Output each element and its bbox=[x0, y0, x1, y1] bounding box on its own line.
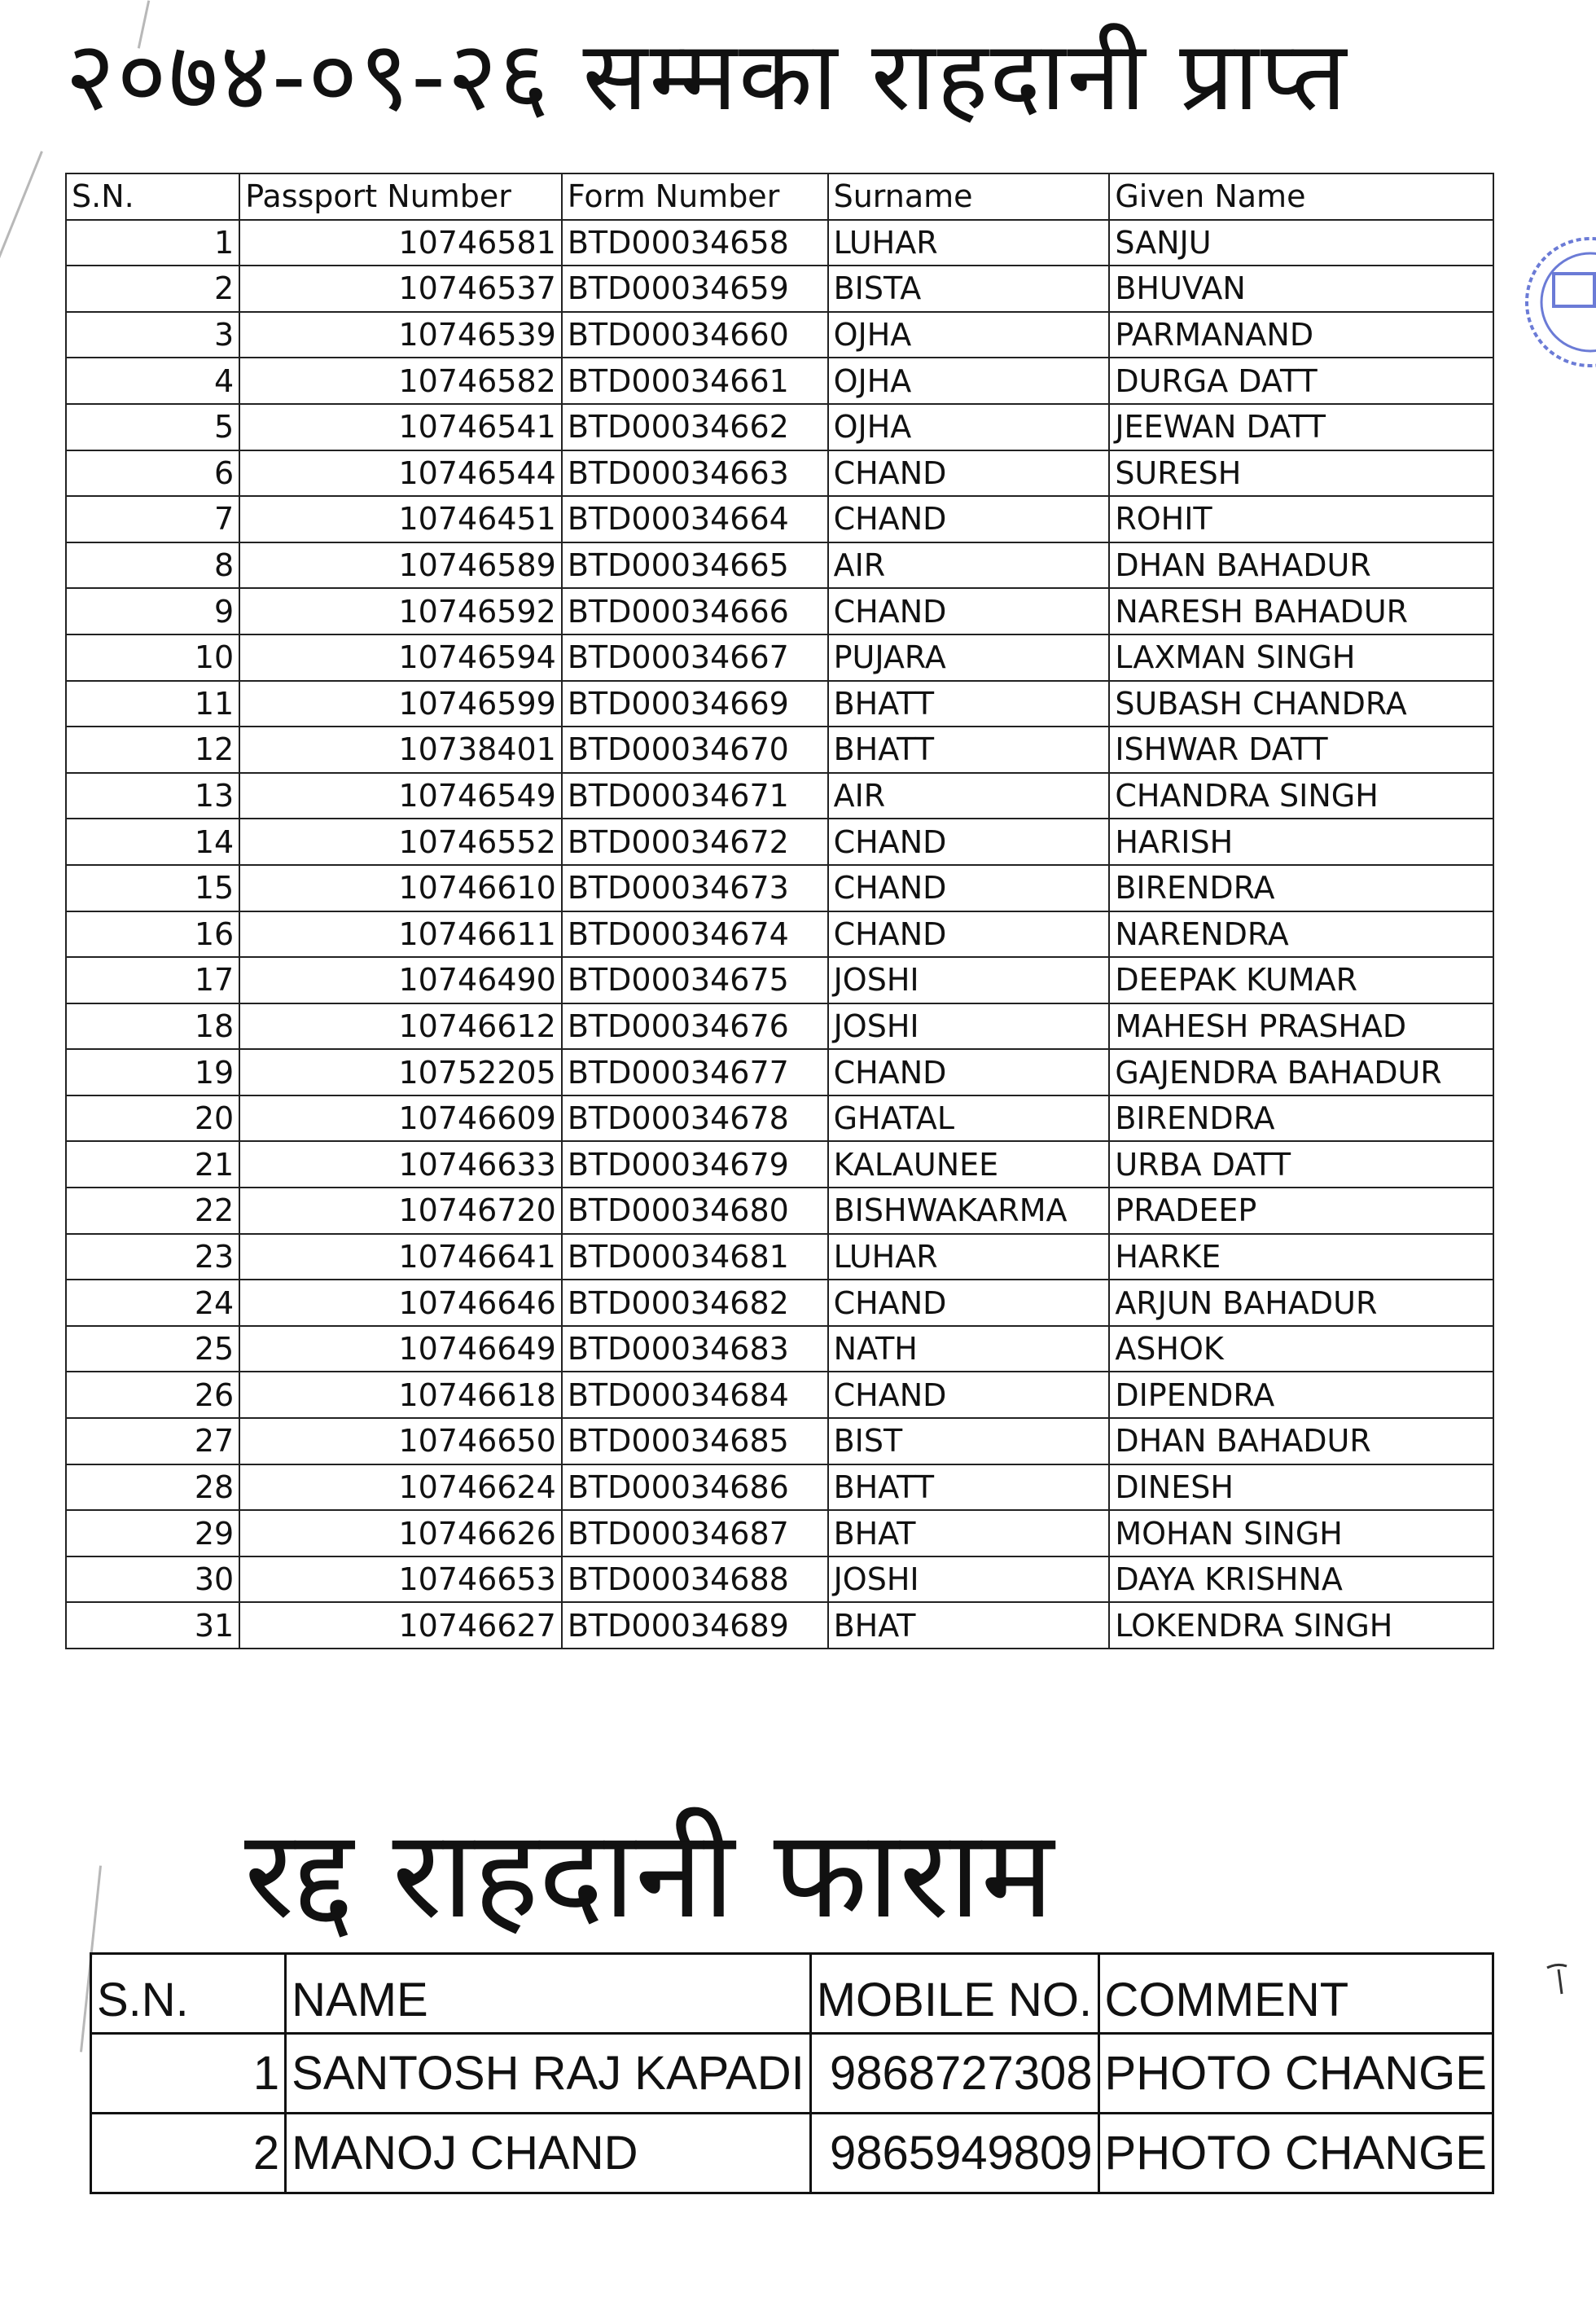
table-row bbox=[66, 1141, 1493, 1188]
table-cell: OJHA bbox=[828, 404, 1110, 450]
table-cell: PUJARA bbox=[828, 634, 1110, 681]
table-cell: BHATT bbox=[828, 681, 1110, 727]
table-row bbox=[66, 1556, 1493, 1603]
column-header: NAME bbox=[286, 1954, 811, 2034]
table-cell: NATH bbox=[828, 1326, 1110, 1372]
table-cell: DHAN BAHADUR bbox=[1109, 542, 1493, 589]
table-cell: BTD00034681 bbox=[562, 1234, 828, 1280]
table-row bbox=[66, 266, 1493, 312]
table-row bbox=[66, 911, 1493, 958]
table-cell: 10 bbox=[66, 634, 239, 681]
table-cell: CHAND bbox=[828, 911, 1110, 958]
table-cell: ASHOK bbox=[1109, 1326, 1493, 1372]
table-row bbox=[91, 2114, 1493, 2193]
table-cell: 10746641 bbox=[239, 1234, 562, 1280]
table-cell: 24 bbox=[66, 1280, 239, 1326]
table-cell: BTD00034673 bbox=[562, 865, 828, 911]
table-cell: 10746720 bbox=[239, 1188, 562, 1234]
table-cell: 9868727308 bbox=[810, 2034, 1098, 2114]
table-cell: 4 bbox=[66, 358, 239, 404]
table-cell: NARESH BAHADUR bbox=[1109, 588, 1493, 634]
column-header: S.N. bbox=[91, 1954, 286, 2034]
table-cell: 2 bbox=[91, 2114, 286, 2193]
table-cell: BHAT bbox=[828, 1602, 1110, 1649]
table-cell: OJHA bbox=[828, 358, 1110, 404]
table-cell: BTD00034677 bbox=[562, 1049, 828, 1095]
table-cell: SURESH bbox=[1109, 450, 1493, 497]
table-cell: 17 bbox=[66, 957, 239, 1003]
table-cell: BTD00034664 bbox=[562, 496, 828, 542]
office-stamp bbox=[1497, 225, 1596, 388]
column-header: Given Name bbox=[1109, 173, 1493, 220]
table-cell: JOSHI bbox=[828, 957, 1110, 1003]
table-cell: 10746582 bbox=[239, 358, 562, 404]
table-cell: 9 bbox=[66, 588, 239, 634]
table-cell: BTD00034662 bbox=[562, 404, 828, 450]
passport-table bbox=[65, 173, 1494, 1649]
table-cell: 10746633 bbox=[239, 1141, 562, 1188]
table-cell: JEEWAN DATT bbox=[1109, 404, 1493, 450]
table-cell: 19 bbox=[66, 1049, 239, 1095]
table-cell: DEEPAK KUMAR bbox=[1109, 957, 1493, 1003]
table-cell: BTD00034676 bbox=[562, 1003, 828, 1050]
table-cell: ISHWAR DATT bbox=[1109, 727, 1493, 773]
table-cell: 10746490 bbox=[239, 957, 562, 1003]
table-row bbox=[66, 1464, 1493, 1511]
table-cell: BISHWAKARMA bbox=[828, 1188, 1110, 1234]
table-cell: CHAND bbox=[828, 1280, 1110, 1326]
table-cell: BTD00034667 bbox=[562, 634, 828, 681]
table-cell: BTD00034663 bbox=[562, 450, 828, 497]
table-row bbox=[66, 358, 1493, 404]
table-cell: 22 bbox=[66, 1188, 239, 1234]
table-cell: SANJU bbox=[1109, 220, 1493, 266]
table-cell: 10746592 bbox=[239, 588, 562, 634]
table-row bbox=[66, 542, 1493, 589]
table-cell: CHAND bbox=[828, 496, 1110, 542]
table-cell: MOHAN SINGH bbox=[1109, 1510, 1493, 1556]
table-cell: 21 bbox=[66, 1141, 239, 1188]
table-cell: 23 bbox=[66, 1234, 239, 1280]
table-cell: 2 bbox=[66, 266, 239, 312]
table-cell: BTD00034689 bbox=[562, 1602, 828, 1649]
table-cell: BHAT bbox=[828, 1510, 1110, 1556]
column-header: Form Number bbox=[562, 173, 828, 220]
table-cell: 10746544 bbox=[239, 450, 562, 497]
table-cell: 10746599 bbox=[239, 681, 562, 727]
scan-edge-mark bbox=[0, 151, 43, 272]
table-cell: 10746589 bbox=[239, 542, 562, 589]
table-row bbox=[66, 1280, 1493, 1326]
table-cell: 7 bbox=[66, 496, 239, 542]
table-cell: BIRENDRA bbox=[1109, 865, 1493, 911]
table-row bbox=[66, 681, 1493, 727]
table-cell: DINESH bbox=[1109, 1464, 1493, 1511]
table-cell: SANTOSH RAJ KAPADI bbox=[286, 2034, 811, 2114]
pen-mark bbox=[1546, 1961, 1570, 2002]
table-cell: 30 bbox=[66, 1556, 239, 1603]
page-title: २०७४-०९-२६ सम्मका राहदानी प्राप्त bbox=[65, 20, 1348, 132]
table-row bbox=[66, 588, 1493, 634]
table-cell: KALAUNEE bbox=[828, 1141, 1110, 1188]
table-cell: 29 bbox=[66, 1510, 239, 1556]
column-header: MOBILE NO. bbox=[810, 1954, 1098, 2034]
table-row bbox=[66, 773, 1493, 819]
table-row bbox=[91, 2034, 1493, 2114]
table-cell: CHAND bbox=[828, 1372, 1110, 1418]
table-cell: BTD00034671 bbox=[562, 773, 828, 819]
table-cell: 16 bbox=[66, 911, 239, 958]
table-cell: BTD00034659 bbox=[562, 266, 828, 312]
table-cell: SUBASH CHANDRA bbox=[1109, 681, 1493, 727]
table-cell: BTD00034660 bbox=[562, 312, 828, 358]
table-cell: CHAND bbox=[828, 450, 1110, 497]
table-cell: 18 bbox=[66, 1003, 239, 1050]
table-cell: DIPENDRA bbox=[1109, 1372, 1493, 1418]
table-cell: HARISH bbox=[1109, 819, 1493, 865]
table-row bbox=[66, 312, 1493, 358]
table-cell: BTD00034688 bbox=[562, 1556, 828, 1603]
table-cell: 20 bbox=[66, 1095, 239, 1142]
table-cell: LOKENDRA SINGH bbox=[1109, 1602, 1493, 1649]
table-cell: 12 bbox=[66, 727, 239, 773]
table-cell: AIR bbox=[828, 773, 1110, 819]
table-cell: BHUVAN bbox=[1109, 266, 1493, 312]
table-cell: 10746624 bbox=[239, 1464, 562, 1511]
column-header: COMMENT bbox=[1098, 1954, 1493, 2034]
table-cell: BTD00034679 bbox=[562, 1141, 828, 1188]
table-cell: JOSHI bbox=[828, 1556, 1110, 1603]
table-cell: 10738401 bbox=[239, 727, 562, 773]
table-cell: JOSHI bbox=[828, 1003, 1110, 1050]
table-cell: NARENDRA bbox=[1109, 911, 1493, 958]
table-cell: BTD00034683 bbox=[562, 1326, 828, 1372]
column-header: Surname bbox=[828, 173, 1110, 220]
table-cell: LAXMAN SINGH bbox=[1109, 634, 1493, 681]
table-cell: 6 bbox=[66, 450, 239, 497]
table-cell: ROHIT bbox=[1109, 496, 1493, 542]
table-cell: 10746541 bbox=[239, 404, 562, 450]
table-cell: 31 bbox=[66, 1602, 239, 1649]
table-row bbox=[66, 957, 1493, 1003]
table-cell: ARJUN BAHADUR bbox=[1109, 1280, 1493, 1326]
table-cell: 10746451 bbox=[239, 496, 562, 542]
table-cell: DURGA DATT bbox=[1109, 358, 1493, 404]
table-cell: 10746653 bbox=[239, 1556, 562, 1603]
table-row bbox=[66, 1372, 1493, 1418]
table-cell: 9865949809 bbox=[810, 2114, 1098, 2193]
table-cell: 11 bbox=[66, 681, 239, 727]
table-row bbox=[66, 450, 1493, 497]
table-cell: 10746646 bbox=[239, 1280, 562, 1326]
table-cell: URBA DATT bbox=[1109, 1141, 1493, 1188]
table-cell: BISTA bbox=[828, 266, 1110, 312]
table-row bbox=[66, 1095, 1493, 1142]
table-cell: AIR bbox=[828, 542, 1110, 589]
table-cell: BTD00034658 bbox=[562, 220, 828, 266]
table-cell: BTD00034666 bbox=[562, 588, 828, 634]
table-cell: BHATT bbox=[828, 727, 1110, 773]
table-row bbox=[66, 1602, 1493, 1649]
table-row bbox=[66, 496, 1493, 542]
table-cell: 10746649 bbox=[239, 1326, 562, 1372]
table-cell: DAYA KRISHNA bbox=[1109, 1556, 1493, 1603]
table-cell: 1 bbox=[91, 2034, 286, 2114]
table-cell: 25 bbox=[66, 1326, 239, 1372]
table-cell: BTD00034675 bbox=[562, 957, 828, 1003]
table-cell: BIRENDRA bbox=[1109, 1095, 1493, 1142]
table-cell: 15 bbox=[66, 865, 239, 911]
table-cell: MANOJ CHAND bbox=[286, 2114, 811, 2193]
table-row bbox=[66, 1326, 1493, 1372]
table-cell: 10746609 bbox=[239, 1095, 562, 1142]
table-row bbox=[66, 819, 1493, 865]
table-cell: HARKE bbox=[1109, 1234, 1493, 1280]
table-cell: BTD00034680 bbox=[562, 1188, 828, 1234]
table-row bbox=[66, 1510, 1493, 1556]
table-row bbox=[66, 1049, 1493, 1095]
table-cell: 10746650 bbox=[239, 1418, 562, 1464]
table-cell: CHAND bbox=[828, 865, 1110, 911]
table-cell: 5 bbox=[66, 404, 239, 450]
table-cell: 3 bbox=[66, 312, 239, 358]
table-cell: 10746610 bbox=[239, 865, 562, 911]
table-cell: MAHESH PRASHAD bbox=[1109, 1003, 1493, 1050]
table-cell: 14 bbox=[66, 819, 239, 865]
table-cell: 10746611 bbox=[239, 911, 562, 958]
table-cell: 10746537 bbox=[239, 266, 562, 312]
table-row bbox=[66, 1418, 1493, 1464]
table-row bbox=[66, 865, 1493, 911]
table-cell: BTD00034669 bbox=[562, 681, 828, 727]
table-cell: 10746539 bbox=[239, 312, 562, 358]
table-row bbox=[66, 404, 1493, 450]
table-cell: 28 bbox=[66, 1464, 239, 1511]
column-header: S.N. bbox=[66, 173, 239, 220]
table-row bbox=[66, 634, 1493, 681]
table-cell: 10746581 bbox=[239, 220, 562, 266]
table-cell: CHAND bbox=[828, 1049, 1110, 1095]
table-cell: OJHA bbox=[828, 312, 1110, 358]
table-cell: CHANDRA SINGH bbox=[1109, 773, 1493, 819]
table-cell: 10746549 bbox=[239, 773, 562, 819]
table-row bbox=[66, 1234, 1493, 1280]
table-cell: BTD00034665 bbox=[562, 542, 828, 589]
table-cell: LUHAR bbox=[828, 220, 1110, 266]
table-cell: BTD00034670 bbox=[562, 727, 828, 773]
table-cell: 27 bbox=[66, 1418, 239, 1464]
table-header-row bbox=[66, 173, 1493, 220]
table-cell: BTD00034661 bbox=[562, 358, 828, 404]
cancel-section-title: रद्द राहदानी फाराम bbox=[244, 1804, 1054, 1946]
table-cell: BIST bbox=[828, 1418, 1110, 1464]
table-row bbox=[66, 727, 1493, 773]
table-header-row bbox=[91, 1954, 1493, 2034]
table-cell: 10746594 bbox=[239, 634, 562, 681]
table-row bbox=[66, 1188, 1493, 1234]
table-cell: BHATT bbox=[828, 1464, 1110, 1511]
table-cell: 10746618 bbox=[239, 1372, 562, 1418]
table-cell: CHAND bbox=[828, 588, 1110, 634]
table-cell: CHAND bbox=[828, 819, 1110, 865]
table-cell: 26 bbox=[66, 1372, 239, 1418]
cancel-table bbox=[90, 1952, 1494, 2194]
table-cell: BTD00034686 bbox=[562, 1464, 828, 1511]
table-cell: GHATAL bbox=[828, 1095, 1110, 1142]
table-cell: 1 bbox=[66, 220, 239, 266]
table-cell: 8 bbox=[66, 542, 239, 589]
table-cell: 10746626 bbox=[239, 1510, 562, 1556]
table-cell: GAJENDRA BAHADUR bbox=[1109, 1049, 1493, 1095]
table-row bbox=[66, 220, 1493, 266]
table-cell: 10752205 bbox=[239, 1049, 562, 1095]
table-cell: BTD00034685 bbox=[562, 1418, 828, 1464]
table-cell: BTD00034682 bbox=[562, 1280, 828, 1326]
table-cell: PHOTO CHANGE bbox=[1098, 2034, 1493, 2114]
table-cell: 13 bbox=[66, 773, 239, 819]
table-cell: 10746612 bbox=[239, 1003, 562, 1050]
table-cell: BTD00034684 bbox=[562, 1372, 828, 1418]
table-cell: 10746552 bbox=[239, 819, 562, 865]
table-cell: BTD00034674 bbox=[562, 911, 828, 958]
table-cell: PARMANAND bbox=[1109, 312, 1493, 358]
table-cell: PHOTO CHANGE bbox=[1098, 2114, 1493, 2193]
table-row bbox=[66, 1003, 1493, 1050]
table-cell: BTD00034687 bbox=[562, 1510, 828, 1556]
table-cell: DHAN BAHADUR bbox=[1109, 1418, 1493, 1464]
table-cell: LUHAR bbox=[828, 1234, 1110, 1280]
table-cell: 10746627 bbox=[239, 1602, 562, 1649]
table-cell: BTD00034672 bbox=[562, 819, 828, 865]
table-cell: BTD00034678 bbox=[562, 1095, 828, 1142]
table-cell: PRADEEP bbox=[1109, 1188, 1493, 1234]
column-header: Passport Number bbox=[239, 173, 562, 220]
